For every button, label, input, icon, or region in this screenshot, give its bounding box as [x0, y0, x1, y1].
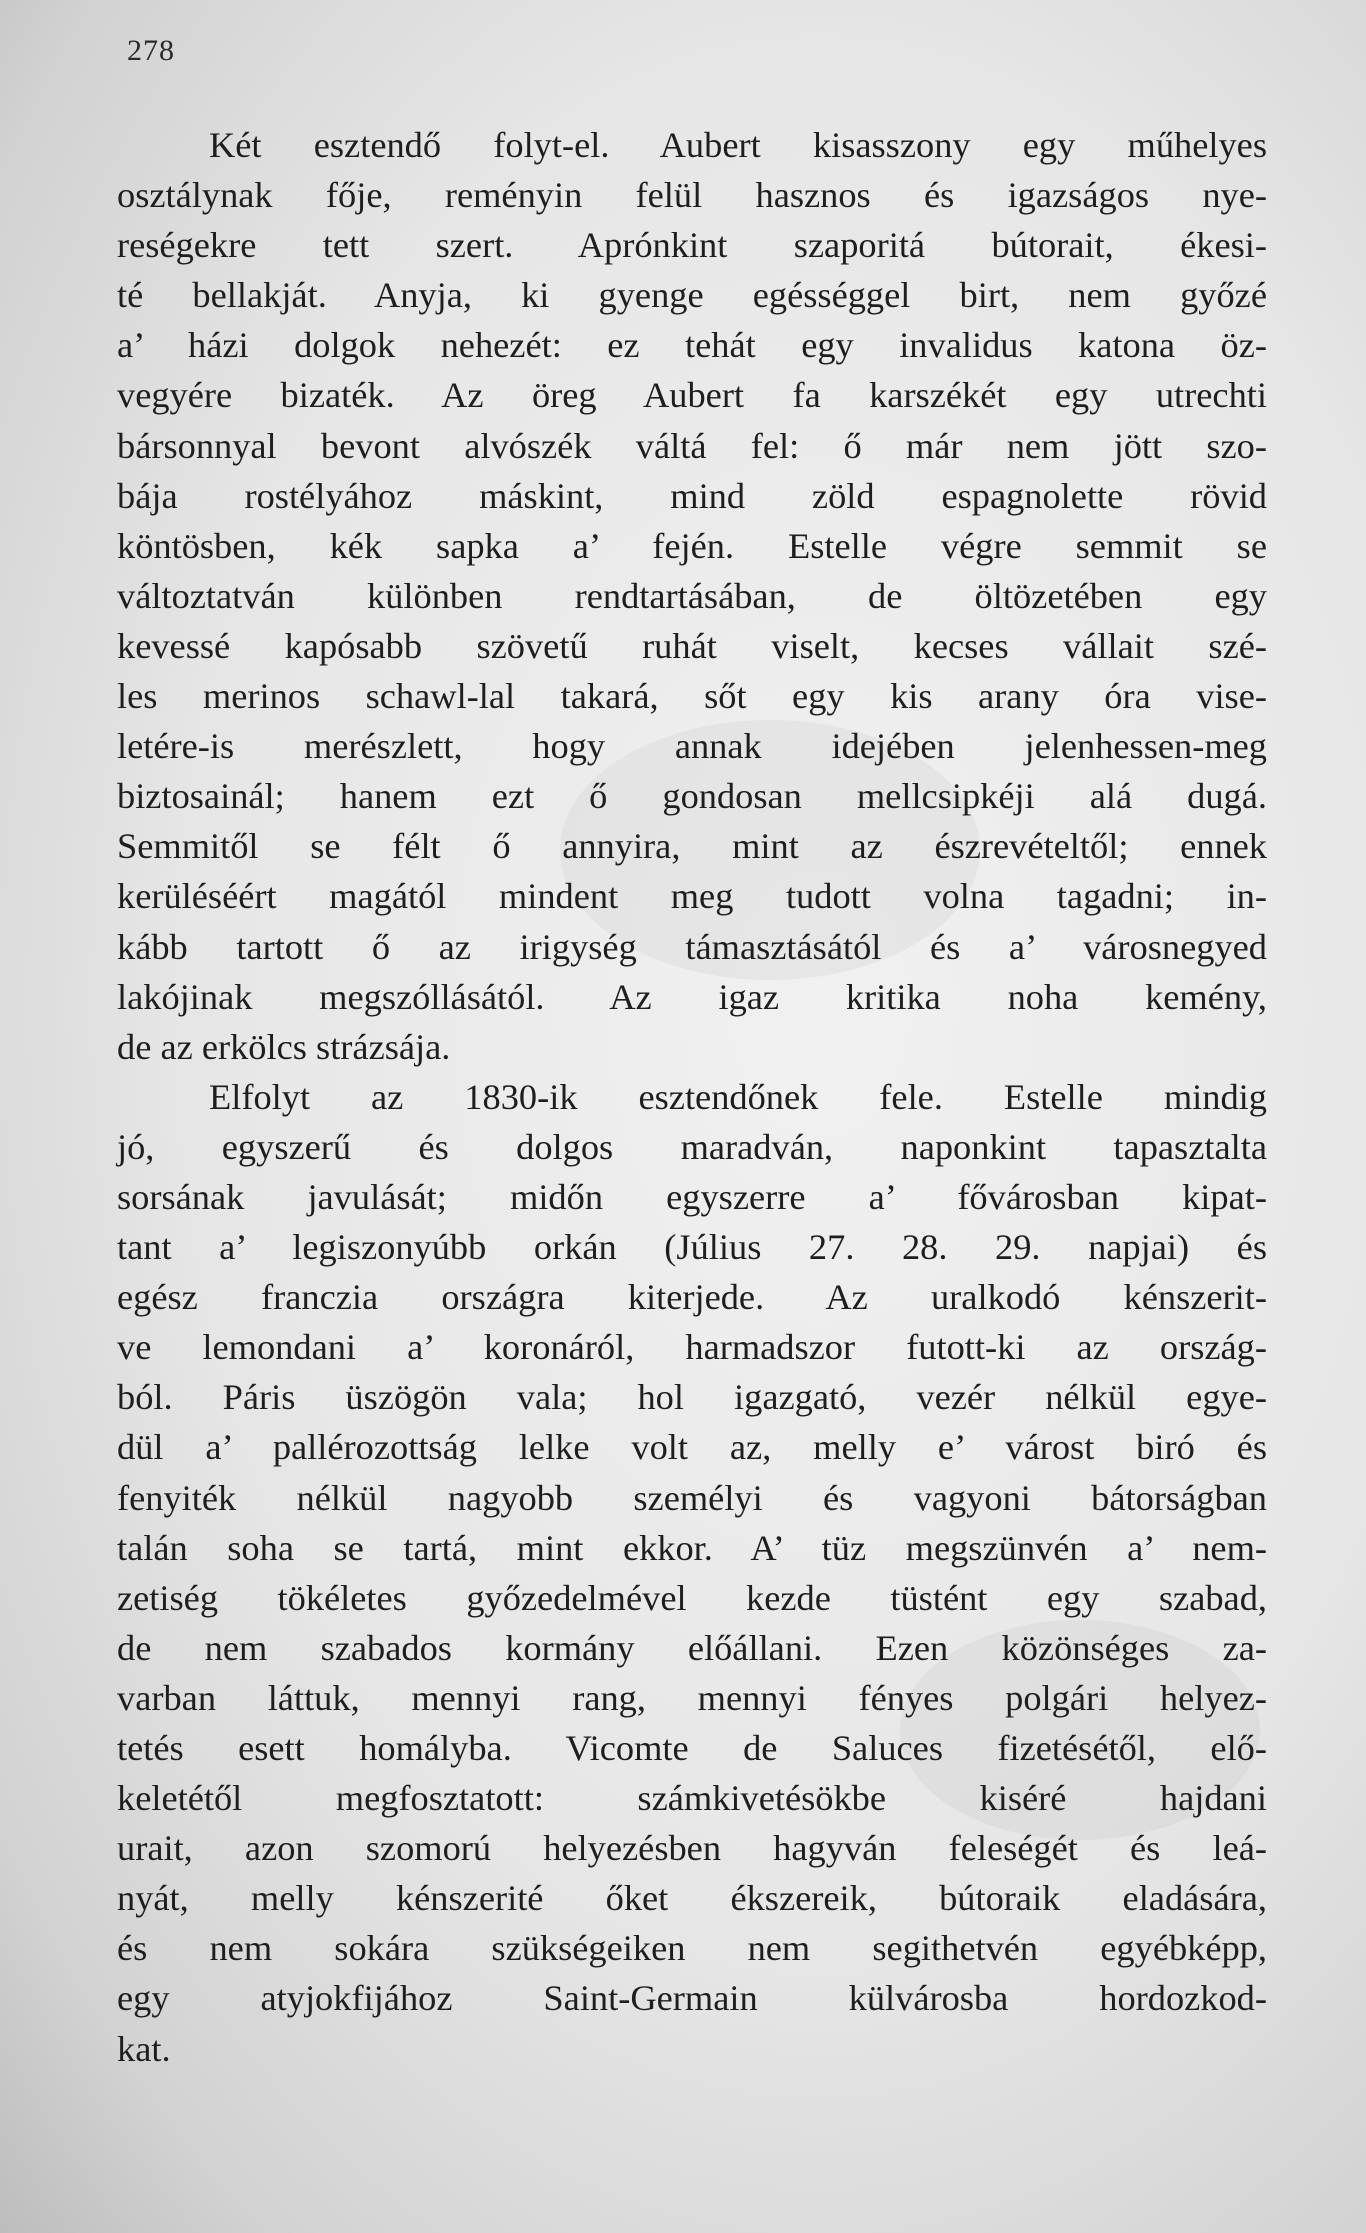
text-line: lakójinak megszóllásától. Az igaz kritika noha kemény,: [117, 976, 1267, 1017]
text-line: osztálynak fője, reményin felül hasznos és igazságos nye-: [117, 175, 1267, 216]
text-line: fenyiték nélkül nagyobb személyi és vagyoni bátorságban: [117, 1477, 1267, 1518]
text-line: ból. Páris üszögön vala; hol igazgató, vezér nélkül egye-: [117, 1377, 1267, 1418]
text-line: reségekre tett szert. Aprónkint szaporitá bútorait, ékesi-: [117, 225, 1267, 266]
text-line: keletétől megfosztatott: számkivetésökbe kiséré hajdani: [117, 1778, 1267, 1819]
text-line: Semmitől se félt ő annyira, mint az észrevételtől; ennek: [117, 826, 1267, 867]
text-line: urait, azon szomorú helyezésben hagyván feleségét és leá-: [117, 1828, 1267, 1869]
text-line: köntösben, kék sapka a’ fején. Estelle végre semmit se: [117, 525, 1267, 566]
text-line: változtatván különben rendtartásában, de öltözetében egy: [117, 575, 1267, 616]
text-line: varban láttuk, mennyi rang, mennyi fényes polgári helyez-: [117, 1677, 1267, 1718]
text-body: [117, 120, 1267, 2074]
text-line: zetiség tökéletes győzedelmével kezde tüstént egy szabad,: [117, 1577, 1267, 1618]
page-number: 278: [127, 34, 175, 67]
text-line: és nem sokára szükségeiken nem segithetvén egyébképp,: [117, 1928, 1267, 1969]
text-line: les merinos schawl-lal takará, sőt egy kis arany óra vise-: [117, 676, 1267, 717]
text-line: de az erkölcs strázsája.: [117, 1026, 451, 1067]
text-line: ve lemondani a’ koronáról, harmadszor futott-ki az ország-: [117, 1327, 1267, 1368]
text-line: talán soha se tartá, mint ekkor. A’ tüz megszünvén a’ nem-: [117, 1527, 1267, 1568]
text-line: tant a’ legiszonyúbb orkán (Július 27. 28. 29. napjai) és: [117, 1227, 1267, 1268]
text-line: egy atyjokfijához Saint-Germain külvárosba hordozkod-: [117, 1978, 1267, 2019]
text-line: Elfolyt az 1830-ik esztendőnek fele. Estelle mindig: [209, 1076, 1267, 1117]
text-line: té bellakját. Anyja, ki gyenge egésséggel birt, nem győzé: [117, 275, 1267, 316]
text-line: vegyére bizaték. Az öreg Aubert fa karszékét egy utrechti: [117, 375, 1267, 416]
text-line: kerüléséért magától mindent meg tudott volna tagadni; in-: [117, 876, 1267, 917]
text-line: jó, egyszerű és dolgos maradván, naponkint tapasztalta: [117, 1126, 1267, 1167]
text-line: de nem szabados kormány előállani. Ezen közönséges za-: [117, 1627, 1267, 1668]
text-line: Két esztendő folyt-el. Aubert kisasszony egy műhelyes: [209, 125, 1267, 165]
text-line: biztosainál; hanem ezt ő gondosan mellcsipkéji alá dugá.: [117, 776, 1267, 817]
paragraph: [117, 1072, 1267, 2074]
text-line: letére-is merészlett, hogy annak idejében jelenhessen-meg: [117, 726, 1267, 767]
paragraph: [117, 120, 1267, 1072]
text-line: egész franczia országra kiterjede. Az uralkodó kénszerit-: [117, 1277, 1267, 1318]
text-line: nyát, melly kénszerité őket ékszereik, bútoraik eladására,: [117, 1878, 1267, 1919]
text-line: a’ házi dolgok nehezét: ez tehát egy invalidus katona öz-: [117, 325, 1267, 366]
text-line: kevessé kapósabb szövetű ruhát viselt, kecses vállait szé-: [117, 625, 1267, 666]
text-line: tetés esett homályba. Vicomte de Saluces fizetésétől, elő-: [117, 1728, 1267, 1768]
text-line: kább tartott ő az irigység támasztásától és a’ városnegyed: [117, 926, 1267, 967]
text-line: bársonnyal bevont alvószék váltá fel: ő már nem jött szo-: [117, 425, 1267, 466]
text-line: sorsának javulását; midőn egyszerre a’ fővárosban kipat-: [117, 1176, 1267, 1217]
text-line: bája rostélyához máskint, mind zöld espagnolette rövid: [117, 475, 1267, 516]
text-line: dül a’ pallérozottság lelke volt az, melly e’ várost biró és: [117, 1427, 1267, 1468]
text-line: kat.: [117, 2028, 171, 2069]
